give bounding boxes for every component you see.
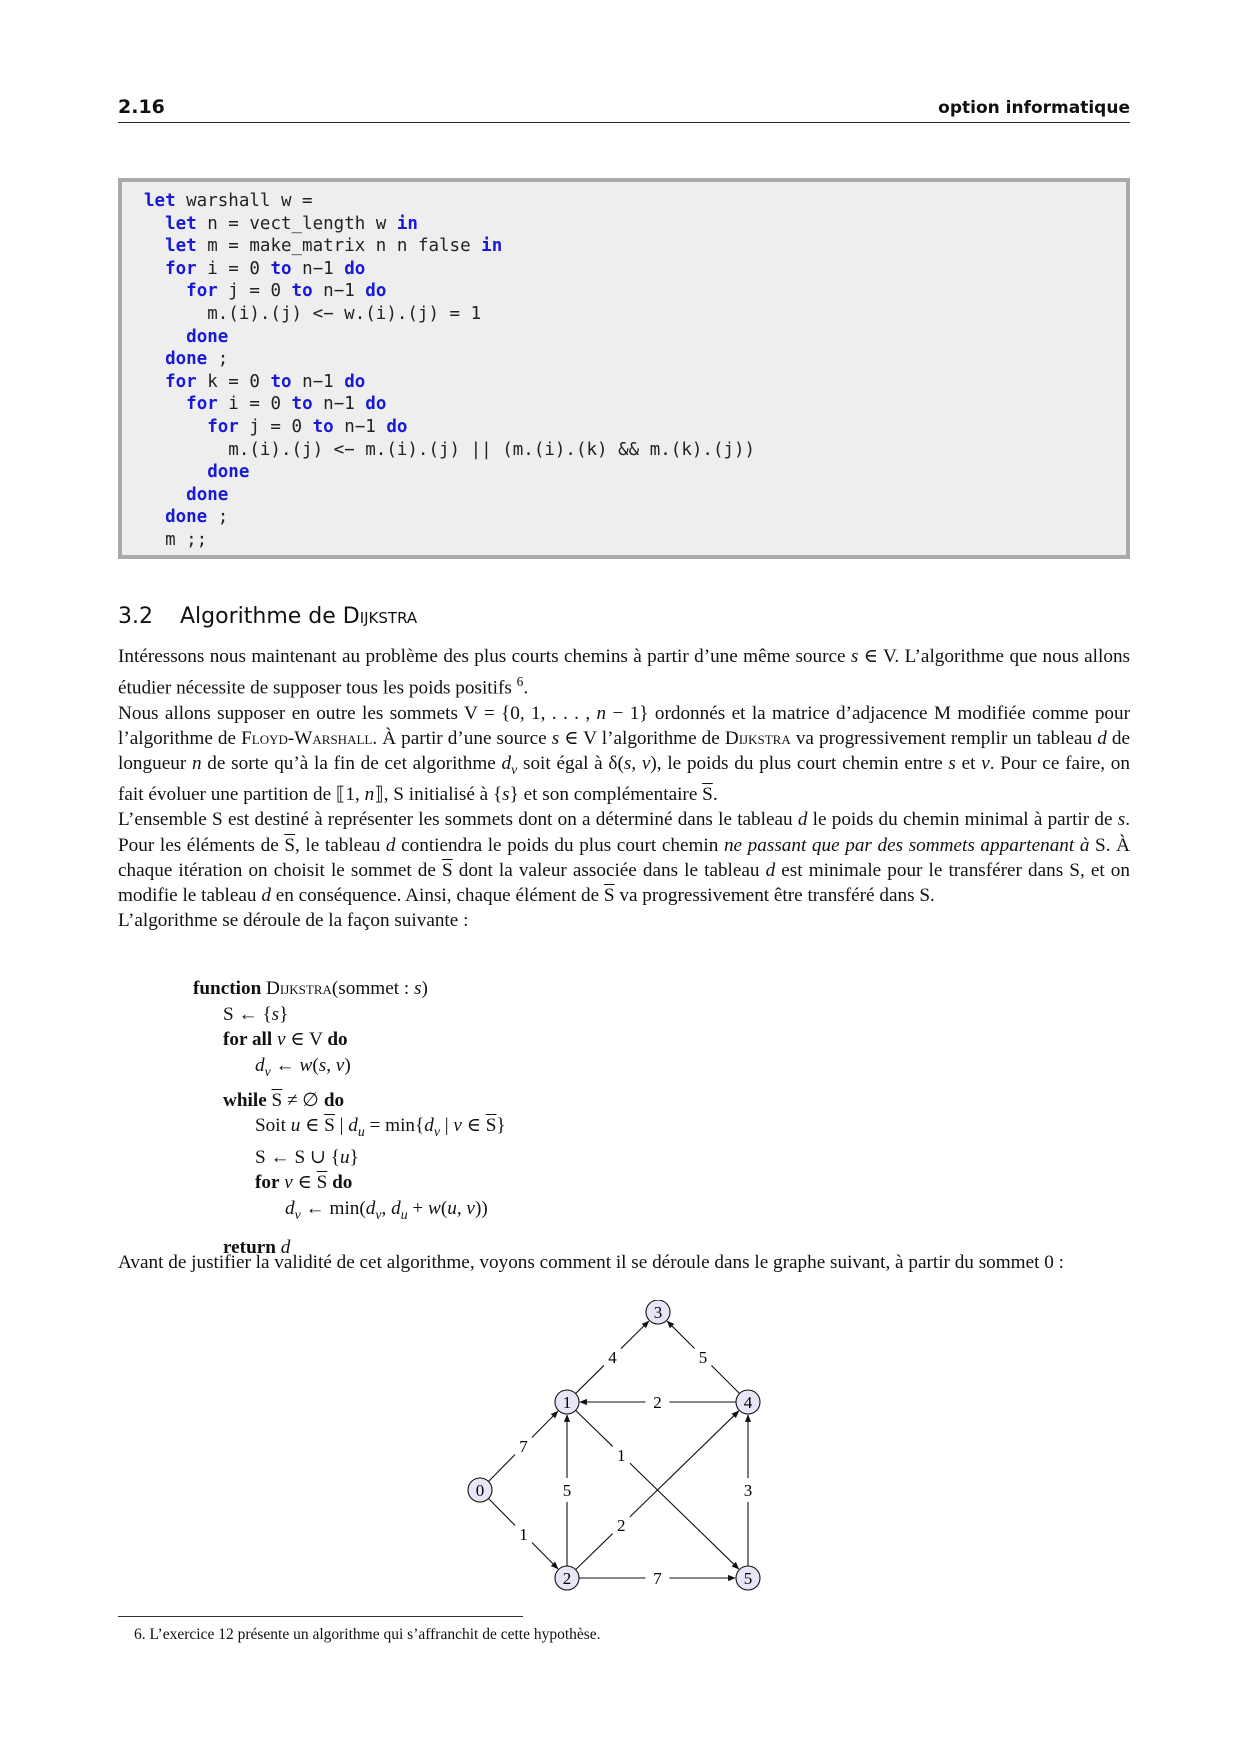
text-run: do xyxy=(327,1029,348,1050)
paragraph: Intéressons nous maintenant au problème des plus courts chemins à partir d’une même source s ∈ V. L’algorithme que nous allons étudier nécessite de supposer tous les poids positifs $^6$. xyxy=(118,646,1130,699)
code-line xyxy=(144,462,249,482)
text-run: s xyxy=(850,646,859,667)
text-run: $\overline{S}$ xyxy=(603,885,615,907)
node-label: 1 xyxy=(562,1393,572,1412)
text-run: $\overline{S}$ xyxy=(284,834,296,856)
text-run: u xyxy=(400,1206,408,1222)
algorithm-line: S ← {s} xyxy=(223,1003,289,1025)
text-run: in xyxy=(396,213,418,234)
text-run: n xyxy=(364,784,375,806)
text-run: s xyxy=(551,728,560,749)
text-run: $\overline{S}$ xyxy=(441,859,453,881)
text-run: let xyxy=(165,236,197,257)
paragraph: L’algorithme se déroule de la façon suivante : xyxy=(118,910,469,932)
section-heading xyxy=(118,604,417,629)
footnote xyxy=(134,1626,601,1644)
text-run: do xyxy=(365,281,387,302)
text-run: s xyxy=(623,753,632,775)
text-run: v xyxy=(453,1115,462,1137)
text-run: s xyxy=(502,784,510,806)
text-run: let xyxy=(165,213,197,234)
edge-line xyxy=(532,1543,558,1569)
code-line: for i = 0 to n−1 do xyxy=(186,394,387,415)
text-run: ne passant que par des sommets appartenant à xyxy=(723,834,1090,856)
text-run: to xyxy=(312,416,334,437)
paragraph: Nous allons supposer en outre les sommets V = {0, 1, . . . , n − 1} ordonnés et la matrice d’adjacence M modifiée comme pour l’algorithme de Floyd-Warshall. À partir d’une source s ∈ V l’algorithme de Dijkstra va progressivement remplir un tableau d de longueur n de sorte qu’à la fin de cet algorithme $d_v$ soit égal à δ(s, v), le poids du plus court chemin entre s et v. Pour ce faire, on fait évoluer une partition de ⟦1, n⟧, S initialisé à {s} et son complémentaire $\overline{S}$. xyxy=(118,702,1130,806)
edge-weight: 2 xyxy=(653,1393,662,1412)
text-run: while xyxy=(223,1089,267,1111)
text-run: w xyxy=(299,1054,313,1076)
text-run: to xyxy=(291,281,313,302)
text-run: done xyxy=(165,349,208,370)
text-run: s xyxy=(948,753,956,775)
graph-edge xyxy=(563,1415,572,1566)
text-run: v xyxy=(284,1172,293,1194)
node-label: 0 xyxy=(475,1481,485,1500)
algorithm-line: for all v ∈ V do xyxy=(223,1029,348,1050)
code-block xyxy=(122,182,1126,552)
body-text xyxy=(118,644,1130,933)
node-label: 3 xyxy=(653,1303,663,1322)
text-run: for xyxy=(165,258,197,279)
text-run: done xyxy=(207,462,250,483)
code-line xyxy=(144,485,228,505)
text-run: d xyxy=(255,1054,265,1076)
code-line: for k = 0 to n−1 do xyxy=(165,371,366,392)
code-listing xyxy=(118,178,1130,559)
graph-node xyxy=(646,1300,670,1324)
text-run: d xyxy=(385,834,396,856)
edge-line xyxy=(667,1321,694,1348)
text-run: do xyxy=(344,371,366,392)
algorithm-line: S ← S ∪ {u} xyxy=(255,1146,359,1168)
code-line xyxy=(144,327,228,347)
edge-weight: 4 xyxy=(608,1348,617,1367)
text-run: v xyxy=(264,1063,271,1079)
text-run: for xyxy=(186,394,218,415)
text-run: for xyxy=(165,371,197,392)
code-line: let warshall w = xyxy=(144,191,313,211)
code-line: for j = 0 to n−1 do xyxy=(186,281,387,302)
node-label: 2 xyxy=(562,1569,572,1588)
text-run: w xyxy=(428,1197,441,1219)
text-run: $\overline{S}$ xyxy=(702,784,713,806)
graph-node xyxy=(468,1478,492,1502)
code-line: done ; xyxy=(165,507,229,528)
text-run: to xyxy=(291,394,313,415)
page-header xyxy=(118,96,1130,123)
text-run: s xyxy=(271,1003,280,1025)
text-run: v xyxy=(466,1197,475,1219)
edge-weight: 7 xyxy=(519,1437,528,1456)
code-line: let m = make_matrix n n false in xyxy=(165,236,503,257)
text-run: n xyxy=(191,753,202,775)
graph-edge xyxy=(744,1415,753,1566)
footnote-number: 6. xyxy=(134,1626,146,1643)
section-title-name: Dijkstra xyxy=(342,604,418,629)
text-run: v xyxy=(335,1054,345,1076)
text-run: d xyxy=(391,1197,401,1219)
edge-weight: 2 xyxy=(617,1516,626,1536)
text-run: d xyxy=(365,1197,376,1219)
edge-line xyxy=(488,1455,515,1482)
text-run: do xyxy=(323,1089,345,1111)
edge-weight: 3 xyxy=(743,1481,753,1500)
text-run: 6 xyxy=(516,674,524,690)
text-run: $\overline{S}$ xyxy=(485,1115,497,1137)
text-run: let xyxy=(144,191,176,211)
text-run: v xyxy=(981,753,990,775)
edge-line xyxy=(630,1411,739,1517)
graph-diagram xyxy=(460,1300,780,1610)
graph-edge xyxy=(580,1393,736,1412)
text-run: Dijkstra xyxy=(266,978,332,999)
text-run: for xyxy=(186,281,218,302)
text-run: do xyxy=(386,416,408,437)
graph-figure xyxy=(460,1300,780,1615)
text-run: d xyxy=(501,753,512,775)
algorithm-pseudocode xyxy=(193,976,506,1260)
paragraph: L’ensemble S est destiné à représenter les sommets dont on a déterminé dans le tableau d le poids du chemin minimal à partir de s. Pour les éléments de $\overline{S}$, le tableau d contiendra le poids du plus court chemin ne passant que par des sommets appartenant à S. À chaque itération on choisit le sommet de $\overline{S}$ dont la valeur associée dans le tableau d est minimale pour le transférer dans S, et on modifie le tableau d en conséquence. Ainsi, chaque élément de $\overline{S}$ va progressivement être transféré dans S. xyxy=(118,809,1130,907)
edge-line xyxy=(621,1321,649,1348)
graph-node xyxy=(555,1390,579,1414)
text-run: do xyxy=(332,1172,353,1194)
graph-edge xyxy=(576,1321,649,1393)
algorithm-line: $d_v$ ← $\min(d_v$, $d_u + w(u$, v)) xyxy=(285,1197,488,1222)
text-run: u xyxy=(447,1197,457,1219)
text-run: s xyxy=(413,978,422,999)
text-run: n xyxy=(596,702,607,724)
text-run: done xyxy=(186,484,229,505)
text-run: for xyxy=(207,416,239,437)
edge-weight: 7 xyxy=(653,1569,662,1588)
text-run: $\overline{S}$ xyxy=(324,1115,335,1137)
text-run: done xyxy=(165,507,208,528)
algorithm-line: Soit u ∈ $\overline{S}$ | $d_u = \min\{d_v$ | v ∈ $\overline{S}$} xyxy=(255,1115,506,1140)
footnote-rule xyxy=(118,1616,523,1617)
text-run: done xyxy=(186,326,229,347)
section-title: Algorithme de xyxy=(180,604,343,629)
algorithm-line: while $\overline{S}$ ≠ ∅ do xyxy=(223,1089,345,1111)
code-line: m.(i).(j) <− w.(i).(j) = 1 xyxy=(144,303,482,324)
edge-line xyxy=(488,1499,515,1526)
text-run: $\overline{S}$ xyxy=(271,1089,283,1111)
edge-line xyxy=(576,1534,613,1570)
edge-weight: 1 xyxy=(519,1525,528,1544)
text-run: return xyxy=(223,1236,276,1258)
graph-node xyxy=(736,1566,760,1590)
edge-weight: 5 xyxy=(698,1348,708,1367)
text-run: d xyxy=(348,1115,358,1137)
text-run: do xyxy=(365,394,387,415)
text-run: s xyxy=(1117,809,1126,831)
text-run: to xyxy=(270,258,292,279)
graph-edge xyxy=(488,1499,557,1569)
code-line: m.(i).(j) <− m.(i).(j) || (m.(i).(k) && m.(k).(j)) xyxy=(144,439,756,460)
text-run: v xyxy=(375,1206,382,1222)
code-line: done ; xyxy=(165,349,229,370)
code-line: let n = vect_length w in xyxy=(165,213,418,234)
text-run: d xyxy=(280,1236,291,1258)
edge-line xyxy=(532,1411,558,1437)
text-run: v xyxy=(511,762,518,778)
text-run: Dijkstra xyxy=(724,728,791,749)
text-run: $\overline{S}$ xyxy=(316,1172,328,1194)
graph-edge xyxy=(667,1321,739,1393)
edge-line xyxy=(576,1365,604,1393)
graph-edge xyxy=(579,1569,735,1588)
text-run: d xyxy=(424,1115,434,1137)
node-label: 4 xyxy=(743,1393,753,1412)
text-run: s xyxy=(318,1054,327,1076)
section-number: 3.2 xyxy=(118,604,153,629)
edge-line xyxy=(576,1410,613,1446)
algorithm-line: for v ∈ $\overline{S}$ do xyxy=(255,1172,353,1194)
text-run: d xyxy=(765,859,776,881)
text-run: for xyxy=(255,1172,280,1194)
text-run: u xyxy=(340,1146,350,1168)
text-run: Floyd-Warshall xyxy=(241,728,373,749)
code-line: m ;; xyxy=(144,529,208,550)
text-run: in xyxy=(481,236,503,257)
text-run: u xyxy=(357,1124,365,1140)
text-run: for all xyxy=(223,1029,273,1050)
node-label: 5 xyxy=(743,1569,753,1588)
code-line: for j = 0 to n−1 do xyxy=(207,416,408,437)
text-run: d xyxy=(797,809,808,831)
running-title: option informatique xyxy=(938,98,1130,118)
footnote-text: L’exercice 12 présente un algorithme qui s’affranchit de cette hypothèse. xyxy=(149,1626,601,1643)
edge-line xyxy=(630,1463,739,1569)
code-line: for i = 0 to n−1 do xyxy=(165,258,366,279)
text-run: d xyxy=(285,1197,295,1219)
graph-node xyxy=(736,1390,760,1414)
edge-weight: 1 xyxy=(617,1445,626,1465)
text-run: d xyxy=(261,885,271,907)
text-run: v xyxy=(641,753,651,775)
graph-edge xyxy=(488,1411,557,1481)
text-run: u xyxy=(290,1115,301,1137)
text-run: function xyxy=(193,978,262,999)
graph-node xyxy=(555,1566,579,1590)
algorithm-line: function Dijkstra(sommet : s) xyxy=(193,978,428,999)
text-run: do xyxy=(344,258,366,279)
edge-weight: 5 xyxy=(562,1481,572,1500)
text-run: v xyxy=(294,1206,301,1222)
text-run: d xyxy=(1097,728,1107,749)
text-run: v xyxy=(277,1029,286,1050)
paragraph-graph-intro: Avant de justifier la validité de cet algorithme, voyons comment il se déroule dans le graphe suivant, à partir du sommet 0 : xyxy=(118,1252,1064,1273)
algorithm-line: $d_v$ ← w(s, v) xyxy=(255,1054,351,1079)
text-run: v xyxy=(433,1124,440,1140)
text-run: to xyxy=(270,371,292,392)
edge-line xyxy=(711,1365,739,1393)
page-number: 2.16 xyxy=(118,96,165,118)
